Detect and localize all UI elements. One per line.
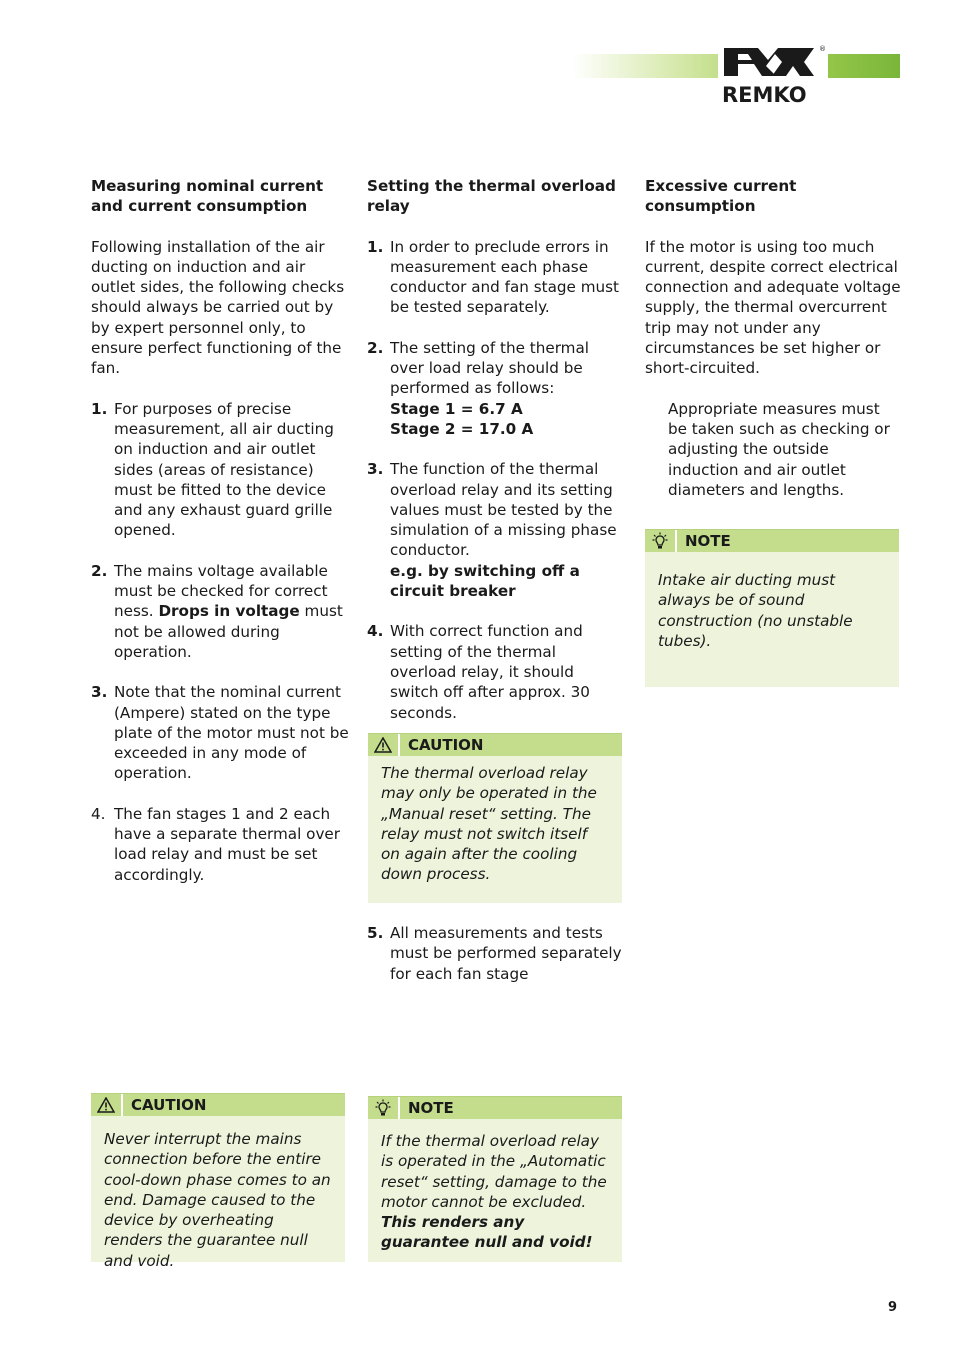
heading-thermal-overload: Setting the thermal overload relay: [367, 177, 616, 216]
intro-paragraph: Following installation of the air ducting on induction and air outlet sides, the following checks should always be carried out by by expert personnel only, to ensure perfect functioning of the fan.: [91, 237, 345, 378]
list-item: 5. All measurements and tests must be performed separately for each fan stage: [367, 924, 622, 983]
stage-2-value: Stage 2 = 17.0 A: [390, 419, 534, 438]
warning-triangle-icon: [368, 734, 400, 756]
column-thermal-overload: [367, 176, 622, 743]
caution-box-manual-reset: [368, 733, 622, 903]
note-label: NOTE: [408, 1099, 454, 1117]
list-item: 1. In order to preclude errors in measurement each phase conductor and fan stage must be tested separately.: [367, 237, 619, 317]
paragraph: Appropriate measures must be taken such as checking or adjusting the outside induction and air outlet diameters and lengths.: [668, 399, 890, 499]
step-5-block: [367, 923, 622, 1004]
checks-list: [91, 399, 349, 885]
paragraph: If the motor is using too much current, despite correct electrical connection and adequate voltage supply, the thermal overcurrent trip may not under any circumstances be set higher or short-circuited.: [645, 237, 901, 378]
caution-text: The thermal overload relay may only be operated in the „Manual reset“ setting. The relay must not switch itself on again after the cooling down process.: [381, 764, 597, 884]
list-item: 4. The fan stages 1 and 2 each have a separate thermal over load relay and must be set accordingly.: [91, 804, 341, 884]
lightbulb-icon: [645, 530, 677, 552]
note-text: If the thermal overload relay is operated in the „Automatic reset“ setting, damage to the motor cannot be excluded. This renders any guarantee null and void!: [381, 1132, 607, 1252]
list-item: 2. The setting of the thermal over load relay should be performed as follows: Stage 1 = 6.7 A Stage 2 = 17.0 A: [367, 338, 589, 438]
guarantee-warning: This renders any guarantee null and void!: [381, 1213, 593, 1252]
logo-wordmark: REMKO: [722, 83, 807, 106]
remko-logo: [718, 42, 828, 106]
stage-1-value: Stage 1 = 6.7 A: [390, 399, 523, 418]
page-number: 9: [888, 1300, 898, 1315]
caution-label: CAUTION: [408, 736, 484, 754]
list-item: 3. The function of the thermal overload relay and its setting values must be tested by the simulation of a missing phase conductor. e.g. by switching off a circuit breaker: [367, 460, 617, 601]
caution-label: CAUTION: [131, 1096, 207, 1114]
warning-triangle-icon: [91, 1094, 123, 1116]
list-item: 4. With correct function and setting of the thermal overload relay, it should switch off after approx. 30 seconds.: [367, 622, 590, 722]
heading-excessive-current: Excessive current consumption: [645, 177, 797, 216]
setting-steps-list: [367, 237, 622, 723]
caution-box-cool-down: [91, 1093, 345, 1270]
list-item: 1. For purposes of precise measurement, all air ducting on induction and air outlet sides (areas of resistance) must be fitted to the device and any exhaust guard grille opened.: [91, 399, 334, 540]
caution-text: Never interrupt the mains connection before the entire cool-down phase comes to an end. Damage caused to the device by overheating renders the guarantee null and void.: [104, 1130, 331, 1270]
lightbulb-icon: [368, 1097, 400, 1119]
list-item: 3. Note that the nominal current (Ampere) stated on the type plate of the motor must not be exceeded in any mode of operation.: [91, 683, 349, 783]
note-box-automatic-reset: [368, 1096, 622, 1262]
note-text: Intake air ducting must always be of sound construction (no unstable tubes).: [658, 571, 853, 650]
note-box-intake-ducting: [645, 529, 899, 687]
heading-nominal-current: Measuring nominal current and current consumption: [91, 177, 324, 216]
list-item: 2. The mains voltage available must be checked for correct ness. Drops in voltage must not be allowed during operation.: [91, 561, 343, 661]
svg-text:®: ®: [819, 45, 826, 53]
column-nominal-current: [91, 176, 349, 905]
note-label: NOTE: [685, 532, 731, 550]
column-excessive-current: [645, 176, 903, 520]
